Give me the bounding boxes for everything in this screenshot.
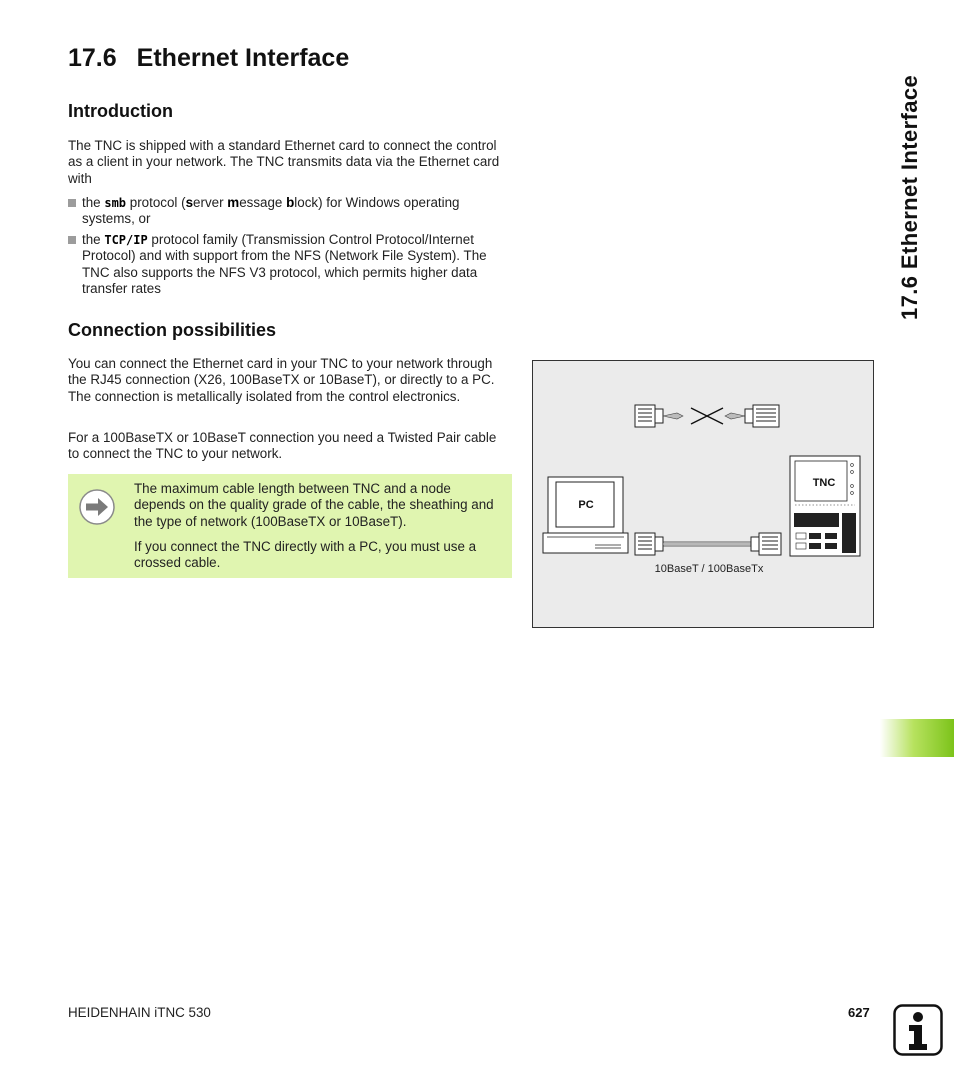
page-number: 627	[848, 1005, 870, 1020]
crossed-cable-icon	[635, 405, 779, 427]
connection-heading: Connection possibilities	[68, 320, 277, 340]
cable-label: 10BaseT / 100BaseTx	[654, 563, 764, 575]
introduction-heading: Introduction	[68, 101, 173, 121]
chapter-tab	[880, 719, 954, 757]
info-icon	[893, 1004, 943, 1056]
note-paragraph-2: If you connect the TNC directly with a PC, you must use a crossed cable.	[134, 539, 477, 571]
arrow-right-icon	[78, 488, 116, 526]
bullet-square-icon	[68, 199, 76, 207]
section-number: 17.6	[68, 44, 117, 72]
tcpip-code: TCP/IP	[104, 233, 148, 247]
list-item-smb: the smb protocol (server message block) for Windows operating systems, or	[68, 195, 516, 228]
straight-cable-icon	[635, 533, 781, 555]
footer-product: HEIDENHAIN iTNC 530	[68, 1005, 211, 1020]
introduction-paragraph: The TNC is shipped with a standard Ethernet card to connect the control as a client in your network. The TNC transmits data via the Ethernet card with	[68, 138, 500, 186]
pc-label: PC	[578, 499, 594, 511]
tnc-control-icon	[790, 456, 860, 556]
side-section-title: 17.6 Ethernet Interface	[897, 74, 922, 320]
connection-paragraph-2: For a 100BaseTX or 10BaseT connection you need a Twisted Pair cable to connect the TNC to your network.	[68, 430, 497, 462]
smb-code: smb	[104, 196, 127, 210]
list-item-tcpip: the TCP/IP protocol family (Transmission Control Protocol/Internet Protocol) and with support from the NFS (Network File System). The TNC also supports the NFS V3 protocol, which permits higher data transfer rates	[68, 232, 516, 297]
section-title-text: Ethernet Interface	[136, 44, 350, 72]
pc-computer-icon	[543, 477, 628, 553]
note-box	[68, 474, 512, 578]
bullet-square-icon	[68, 236, 76, 244]
page-title	[68, 44, 349, 73]
diagram-drawing	[533, 361, 873, 627]
note-paragraph-1: The maximum cable length between TNC and a node depends on the quality grade of the cable, the sheathing and the type of network (100BaseTX or 10BaseT).	[134, 481, 494, 529]
tnc-label: TNC	[812, 477, 836, 489]
connection-paragraph-1: You can connect the Ethernet card in your TNC to your network through the RJ45 connection (X26, 100BaseTX or 10BaseT), or directly to a PC. The connection is metallically isolated from the control electronics.	[68, 356, 495, 404]
ethernet-connection-diagram	[532, 360, 874, 628]
